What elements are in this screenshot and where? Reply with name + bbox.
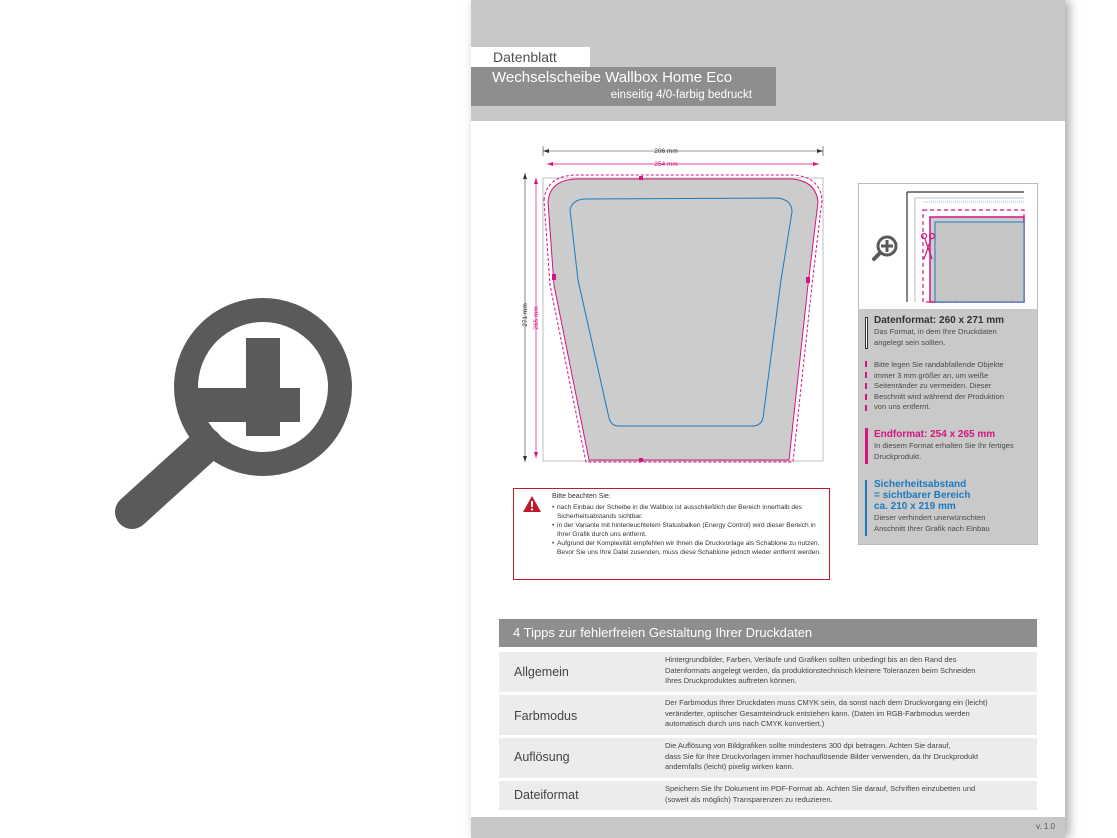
footer-band [471, 817, 1065, 838]
datasheet-page [471, 0, 1065, 838]
tip-text: Hintergrundbilder, Farben, Verläufe und Grafiken sollten unbedingt bis an den Rand des Datenformats angelegt werden, da produktionstechnisch kleinere Toleranzen beim Schneiden Ihres Druckproduktes auftreten können. [665, 655, 976, 686]
safe-area-section [859, 478, 1037, 544]
tip-label: Farbmodus [514, 709, 578, 723]
warning-icon [522, 495, 542, 513]
warning-box [513, 488, 830, 580]
dim-label-254: 254 mm [654, 161, 678, 168]
tip-label: Dateiformat [514, 788, 579, 802]
datenformat-title: Datenformat: 260 x 271 mm [874, 315, 1005, 326]
warning-title: Bitte beachten Sie: [552, 493, 611, 500]
datenformat-section [859, 309, 1037, 355]
dim-label-265: 265 mm [533, 306, 540, 330]
end-format-shape [548, 179, 818, 460]
page-subtitle: einseitig 4/0-farbig bedruckt [610, 89, 752, 101]
zoom-in-icon[interactable] [100, 290, 360, 530]
tip-text: Speichern Sie Ihr Dokument im PDF-Format ab. Achten Sie darauf, Schriften einzubetten und (soweit als möglich) Transparenzen zu reduzieren. [665, 784, 976, 804]
tip-row-dateiformat [499, 781, 1037, 810]
warning-item: • nach Einbau der Scheibe in die Wallbox ist ausschließlich der Bereich innerhalb des Sicherheitsabstands sichtbar. [552, 504, 822, 521]
warning-list [552, 504, 822, 559]
section-label: Datenblatt [471, 47, 590, 67]
template-drawing [506, 140, 836, 475]
zoom-detail-view [859, 184, 1037, 309]
page-title: Wechselscheibe Wallbox Home Eco [492, 69, 733, 86]
safe-area-text: Dieser verhindert unerwünschten Anschnitt Ihrer Grafik nach Einbau [874, 513, 990, 533]
zoom-small-icon [874, 237, 896, 259]
title-box [471, 67, 776, 106]
tip-label: Auflösung [514, 750, 570, 764]
bleed-section [859, 355, 1037, 416]
zoom-detail-panel [858, 183, 1038, 545]
safe-area-title: Sicherheitsabstand = sichtbarer Bereich ca. 210 x 219 mm [874, 479, 971, 512]
version-label: v. 1.0 [1036, 822, 1055, 831]
tip-row-allgemein [499, 652, 1037, 692]
dim-label-206: 206 mm [654, 148, 678, 155]
endformat-title: Endformat: 254 x 265 mm [874, 429, 996, 440]
endformat-text: In diesem Format erhalten Sie Ihr fertiges Druckprodukt. [874, 441, 1014, 461]
tip-row-aufloesung [499, 738, 1037, 778]
dim-label-271: 271 mm [522, 303, 529, 327]
tip-label: Allgemein [514, 665, 569, 679]
warning-item: • in der Variante mit hinterleuchtetem Statusbalken (Energy Control) wird dieser Bereich in Ihrer Grafik durch uns entfernt. [552, 522, 822, 539]
tip-text: Die Auflösung von Bildgrafiken sollte mindestens 300 dpi betragen. Achten Sie darauf, dass Sie für Ihre Druckvorlagen immer hochauflösende Bilder verwenden, da Ihr Druckprodukt andernfalls (leicht) pixelig wirken kann. [665, 741, 979, 772]
tip-text: Der Farbmodus Ihrer Druckdaten muss CMYK sein, da sonst nach dem Druckvorgang ein (leicht) veränderter, optischer Gesamteindruck entstehen kann. (Daten im RGB-Farbmodus werden automatisch durch uns nach CMYK konvertiert.) [665, 698, 988, 729]
endformat-section [859, 416, 1037, 478]
tips-header: 4 Tipps zur fehlerfreien Gestaltung Ihrer Druckdaten [499, 619, 1037, 647]
warning-item: • Aufgrund der Komplexität empfehlen wir Ihnen die Druckvorlage als Schablone zu nutzen. Bevor Sie uns Ihre Datei zusenden, muss diese Schablone jedoch wieder entfernt werden. [552, 540, 822, 557]
bleed-text: Bitte legen Sie randabfallende Objekte immer 3 mm größer an, um weiße Seitenränder zu vermeiden. Dieser Beschnitt wird während der Produktion von uns entfernt. [874, 360, 1005, 411]
tip-row-farbmodus [499, 695, 1037, 735]
datenformat-text: Das Format, in dem Ihre Druckdaten angelegt sein sollten. [874, 327, 997, 347]
